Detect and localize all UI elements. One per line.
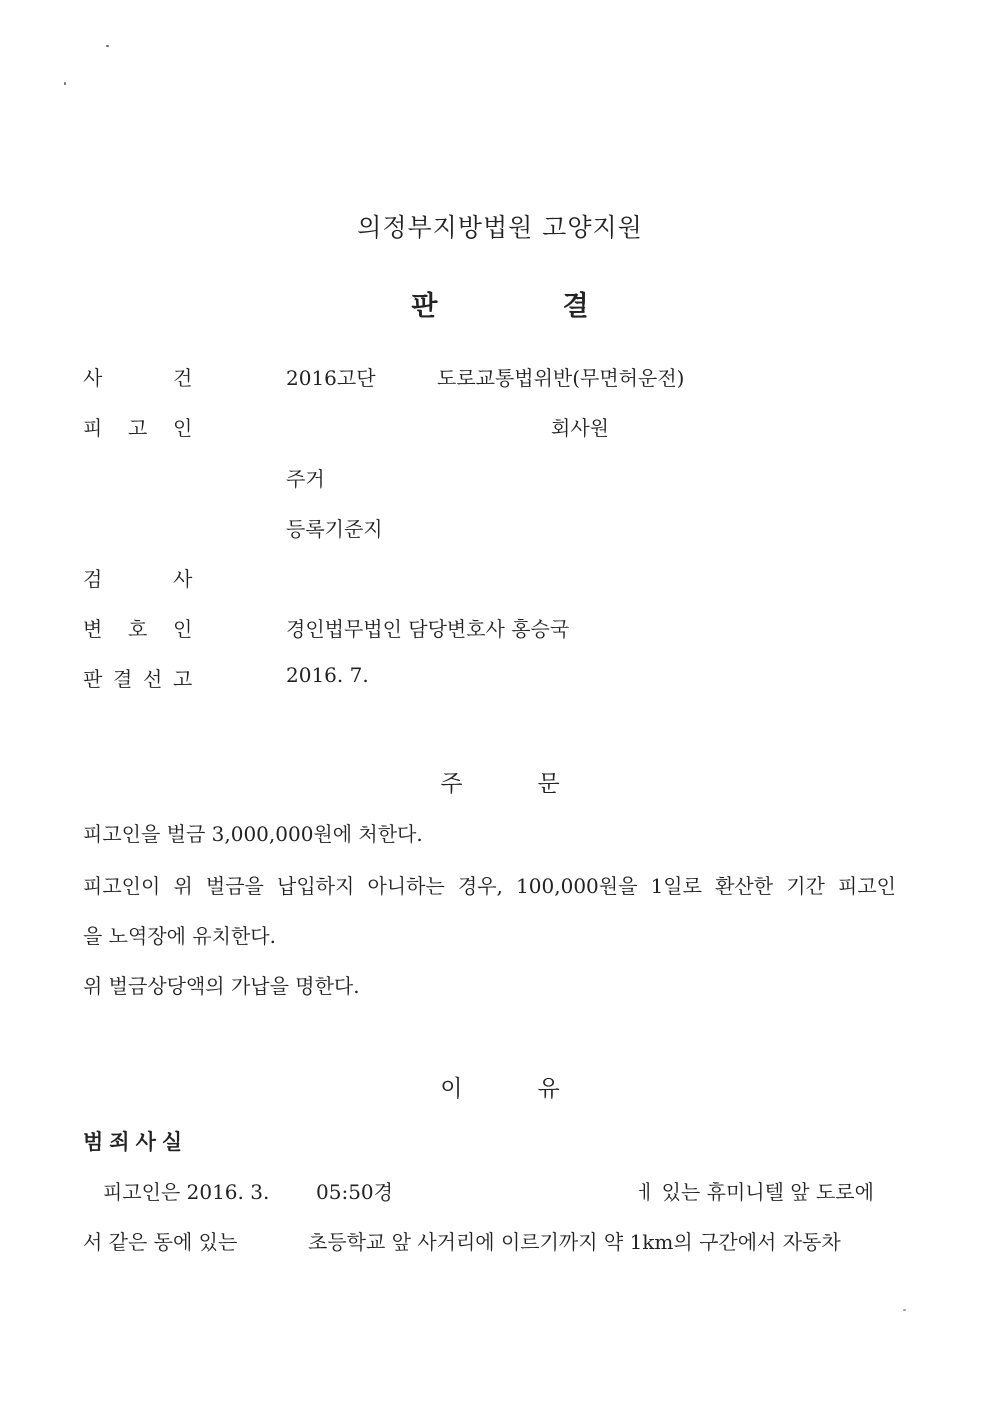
counsel-value: 경인법무법인 담당변호사 홍승국 xyxy=(286,617,570,641)
order-line: 위 벌금상당액의 가납을 명한다. xyxy=(83,974,360,998)
reasons-heading: 이 유 xyxy=(440,1076,560,1102)
registered-domicile-label: 등록기준지 xyxy=(286,517,383,541)
scan-speck xyxy=(64,82,66,85)
document-title xyxy=(0,284,1000,323)
scan-speck xyxy=(903,1309,906,1311)
facts-line-2b: 초등학교 앞 사거리에 이르기까지 약 1km의 구간에서 자동차 xyxy=(308,1230,841,1254)
document-title-right: 결 xyxy=(562,291,589,322)
scan-speck xyxy=(106,45,109,47)
order-line: 피고인이 위 벌금을 납입하지 아니하는 경우, 100,000원을 1일로 환산한 기간 피고인 xyxy=(83,874,896,898)
residence-label: 주거 xyxy=(286,467,325,491)
facts-line-1a: 피고인은 2016. 3. xyxy=(103,1180,270,1204)
order-heading: 주 문 xyxy=(440,771,560,797)
case-number: 2016고단 xyxy=(286,366,376,390)
order-line: 을 노역장에 유치한다. xyxy=(83,924,276,948)
case-charge: 도로교통법위반(무면허운전) xyxy=(437,366,685,390)
sentencing-date: 2016. 7. xyxy=(286,663,369,687)
defendant-occupation: 회사원 xyxy=(551,416,609,440)
court-name: 의정부지방법원 고양지원 xyxy=(357,213,643,242)
document-title-left: 판 xyxy=(411,291,438,322)
order-line: 피고인을 벌금 3,000,000원에 처한다. xyxy=(83,822,423,846)
criminal-facts-heading: 범죄사실 xyxy=(83,1130,189,1154)
facts-line-1b: 05:50경 xyxy=(316,1180,393,1204)
facts-line-1c: ㅔ 있는 휴미니텔 앞 도로에 xyxy=(636,1180,874,1204)
facts-line-2a: 서 같은 동에 있는 xyxy=(83,1230,238,1254)
